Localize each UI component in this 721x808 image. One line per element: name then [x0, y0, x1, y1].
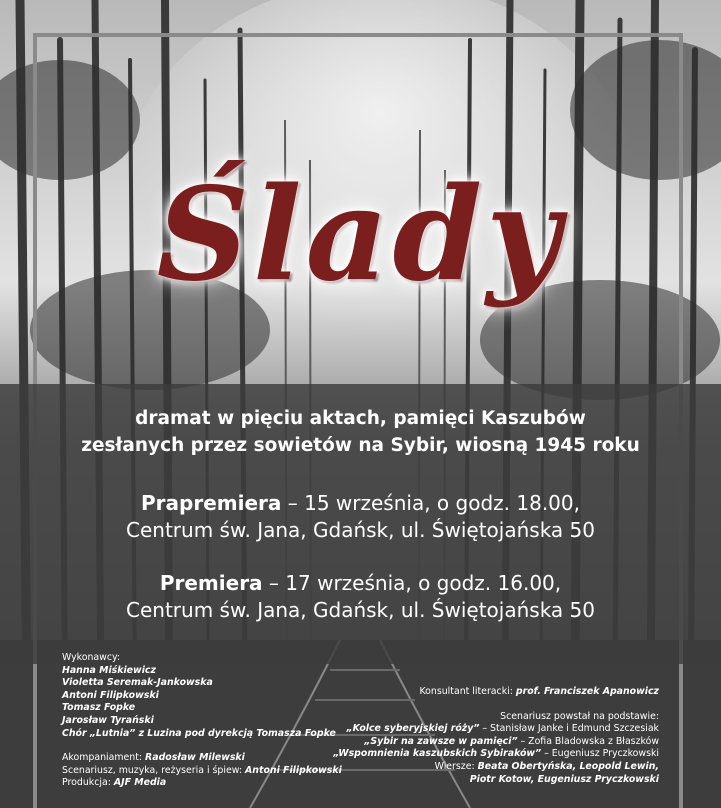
source-title: „Wspomnienia kaszubskich Sybiraków”: [333, 748, 542, 760]
poems-credit-continued: Piotr Kotow, Eugeniusz Pryczkowski: [469, 773, 659, 785]
performance-when: [0, 490, 721, 517]
source-author: – Zofia Bladowska z Błaszków: [517, 735, 659, 747]
credit-name: AJF Media: [113, 777, 167, 789]
cast-heading: Wykonawcy:: [62, 652, 121, 663]
credit-label: Scenariusz, muzyka, reżyseria i śpiew:: [62, 764, 246, 776]
source-item: [333, 736, 659, 749]
cast-member: Chór „Lutnia” z Luzina pod dyrekcją Tomasza Fopke: [62, 727, 336, 739]
credit-label: Konsultant literacki:: [419, 686, 516, 697]
cast-member: Violetta Seremak-Jankowska: [62, 677, 213, 689]
credit-name: Antoni Filipkowski: [245, 764, 342, 776]
basis-heading: Scenariusz powstał na podstawie:: [500, 710, 659, 722]
credit-name: prof. Franciszek Apanowicz: [515, 686, 659, 697]
performance-venue: Centrum św. Jana, Gdańsk, ul. Świętojańska 50: [126, 598, 595, 622]
production-credit: [62, 777, 342, 790]
source-item: [333, 748, 659, 761]
subtitle-line-2: zesłanych przez sowietów na Sybir, wiosną 1945 roku: [81, 435, 640, 456]
performance-when: [0, 570, 721, 597]
credits-right: [333, 686, 659, 786]
cast-member: Hanna Miśkiewicz: [62, 664, 156, 676]
poster-title: Ślady: [156, 160, 565, 310]
accompaniment-credit: [62, 752, 342, 765]
credit-label: Akompaniament:: [62, 752, 146, 764]
performance-date: – 15 września, o godz. 18.00,: [281, 491, 580, 515]
credit-name: Beata Obertyńska, Leopold Lewin,: [477, 760, 659, 772]
source-title: „Sybir na zawsze w pamięci”: [364, 735, 518, 747]
source-item: [333, 723, 659, 736]
performance-premiera: [0, 570, 721, 624]
cast-member: Tomasz Fopke: [62, 702, 136, 714]
performance-label: Prapremiera: [141, 491, 282, 515]
poems-credit: [333, 761, 659, 774]
performance-prapremiera: [0, 490, 721, 544]
source-title: „Kolce syberyjskiej róży”: [346, 723, 480, 735]
poster-subtitle: [0, 405, 721, 459]
script-credit: [62, 765, 342, 778]
credits-left: [62, 652, 342, 790]
performance-venue: Centrum św. Jana, Gdańsk, ul. Świętojańska 50: [126, 518, 595, 542]
credit-name: Radosław Milewski: [145, 752, 245, 764]
performance-label: Premiera: [159, 571, 263, 595]
source-author: – Stanisław Janke i Edmund Szczesiak: [479, 723, 659, 735]
credit-label: Produkcja:: [62, 777, 114, 789]
source-author: – Eugeniusz Pryczkowski: [541, 748, 659, 760]
consultant-credit: [333, 686, 659, 699]
cast-member: Jarosław Tyrański: [62, 714, 154, 726]
credit-label: Wiersze:: [434, 760, 478, 772]
cast-member: Antoni Filipkowski: [62, 689, 159, 701]
performance-date: – 17 września, o godz. 16.00,: [262, 571, 562, 595]
subtitle-line-1: dramat w pięciu aktach, pamięci Kaszubów: [135, 408, 586, 429]
